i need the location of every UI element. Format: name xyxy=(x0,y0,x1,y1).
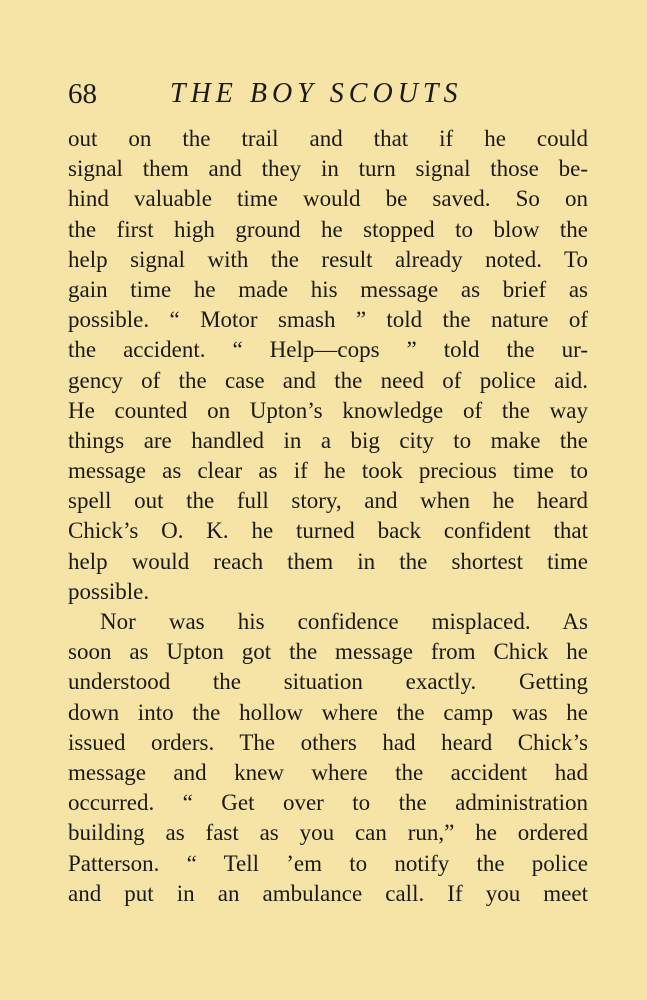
text-line: possible. “ Motor smash ” told the nature of xyxy=(68,307,588,333)
text-line: things are handled in a big city to make the xyxy=(68,427,588,453)
text-line: occurred. “ Get over to the administration xyxy=(68,790,588,816)
text-line: hind valuable time would be saved. So on xyxy=(68,186,588,212)
paragraph-last-line: possible. xyxy=(68,578,150,604)
text-line: building as fast as you can run,” he ordered xyxy=(68,820,588,846)
page-number: 68 xyxy=(68,78,97,110)
page-header xyxy=(68,74,588,114)
text-line: gain time he made his message as brief as xyxy=(68,276,588,302)
text-line: understood the situation exactly. Getting xyxy=(68,669,588,695)
text-line: He counted on Upton’s knowledge of the way xyxy=(68,397,588,423)
text-line: spell out the full story, and when he heard xyxy=(68,488,588,514)
text-line: gency of the case and the need of police aid. xyxy=(68,367,588,393)
text-line: Chick’s O. K. he turned back confident that xyxy=(68,518,588,544)
text-line: down into the hollow where the camp was he xyxy=(68,699,588,725)
text-line: Patterson. “ Tell ’em to notify the police xyxy=(68,850,588,876)
body-text xyxy=(68,124,588,909)
text-line: help would reach them in the shortest time xyxy=(68,548,588,574)
running-title: THE BOY SCOUTS xyxy=(170,78,463,109)
text-line: soon as Upton got the message from Chick he xyxy=(68,639,588,665)
text-line: signal them and they in turn signal those be- xyxy=(68,156,588,182)
text-line: help signal with the result already noted. To xyxy=(68,246,588,272)
paragraph-first-line: Nor was his confidence misplaced. As xyxy=(100,609,588,634)
text-line: out on the trail and that if he could xyxy=(68,126,588,151)
text-line: the accident. “ Help—cops ” told the ur- xyxy=(68,337,588,363)
text-line: the first high ground he stopped to blow the xyxy=(68,216,588,242)
text-line: and put in an ambulance call. If you meet xyxy=(68,880,588,906)
text-line: message as clear as if he took precious time to xyxy=(68,458,588,484)
text-line: message and knew where the accident had xyxy=(68,759,588,785)
text-line: issued orders. The others had heard Chick’s xyxy=(68,729,588,755)
